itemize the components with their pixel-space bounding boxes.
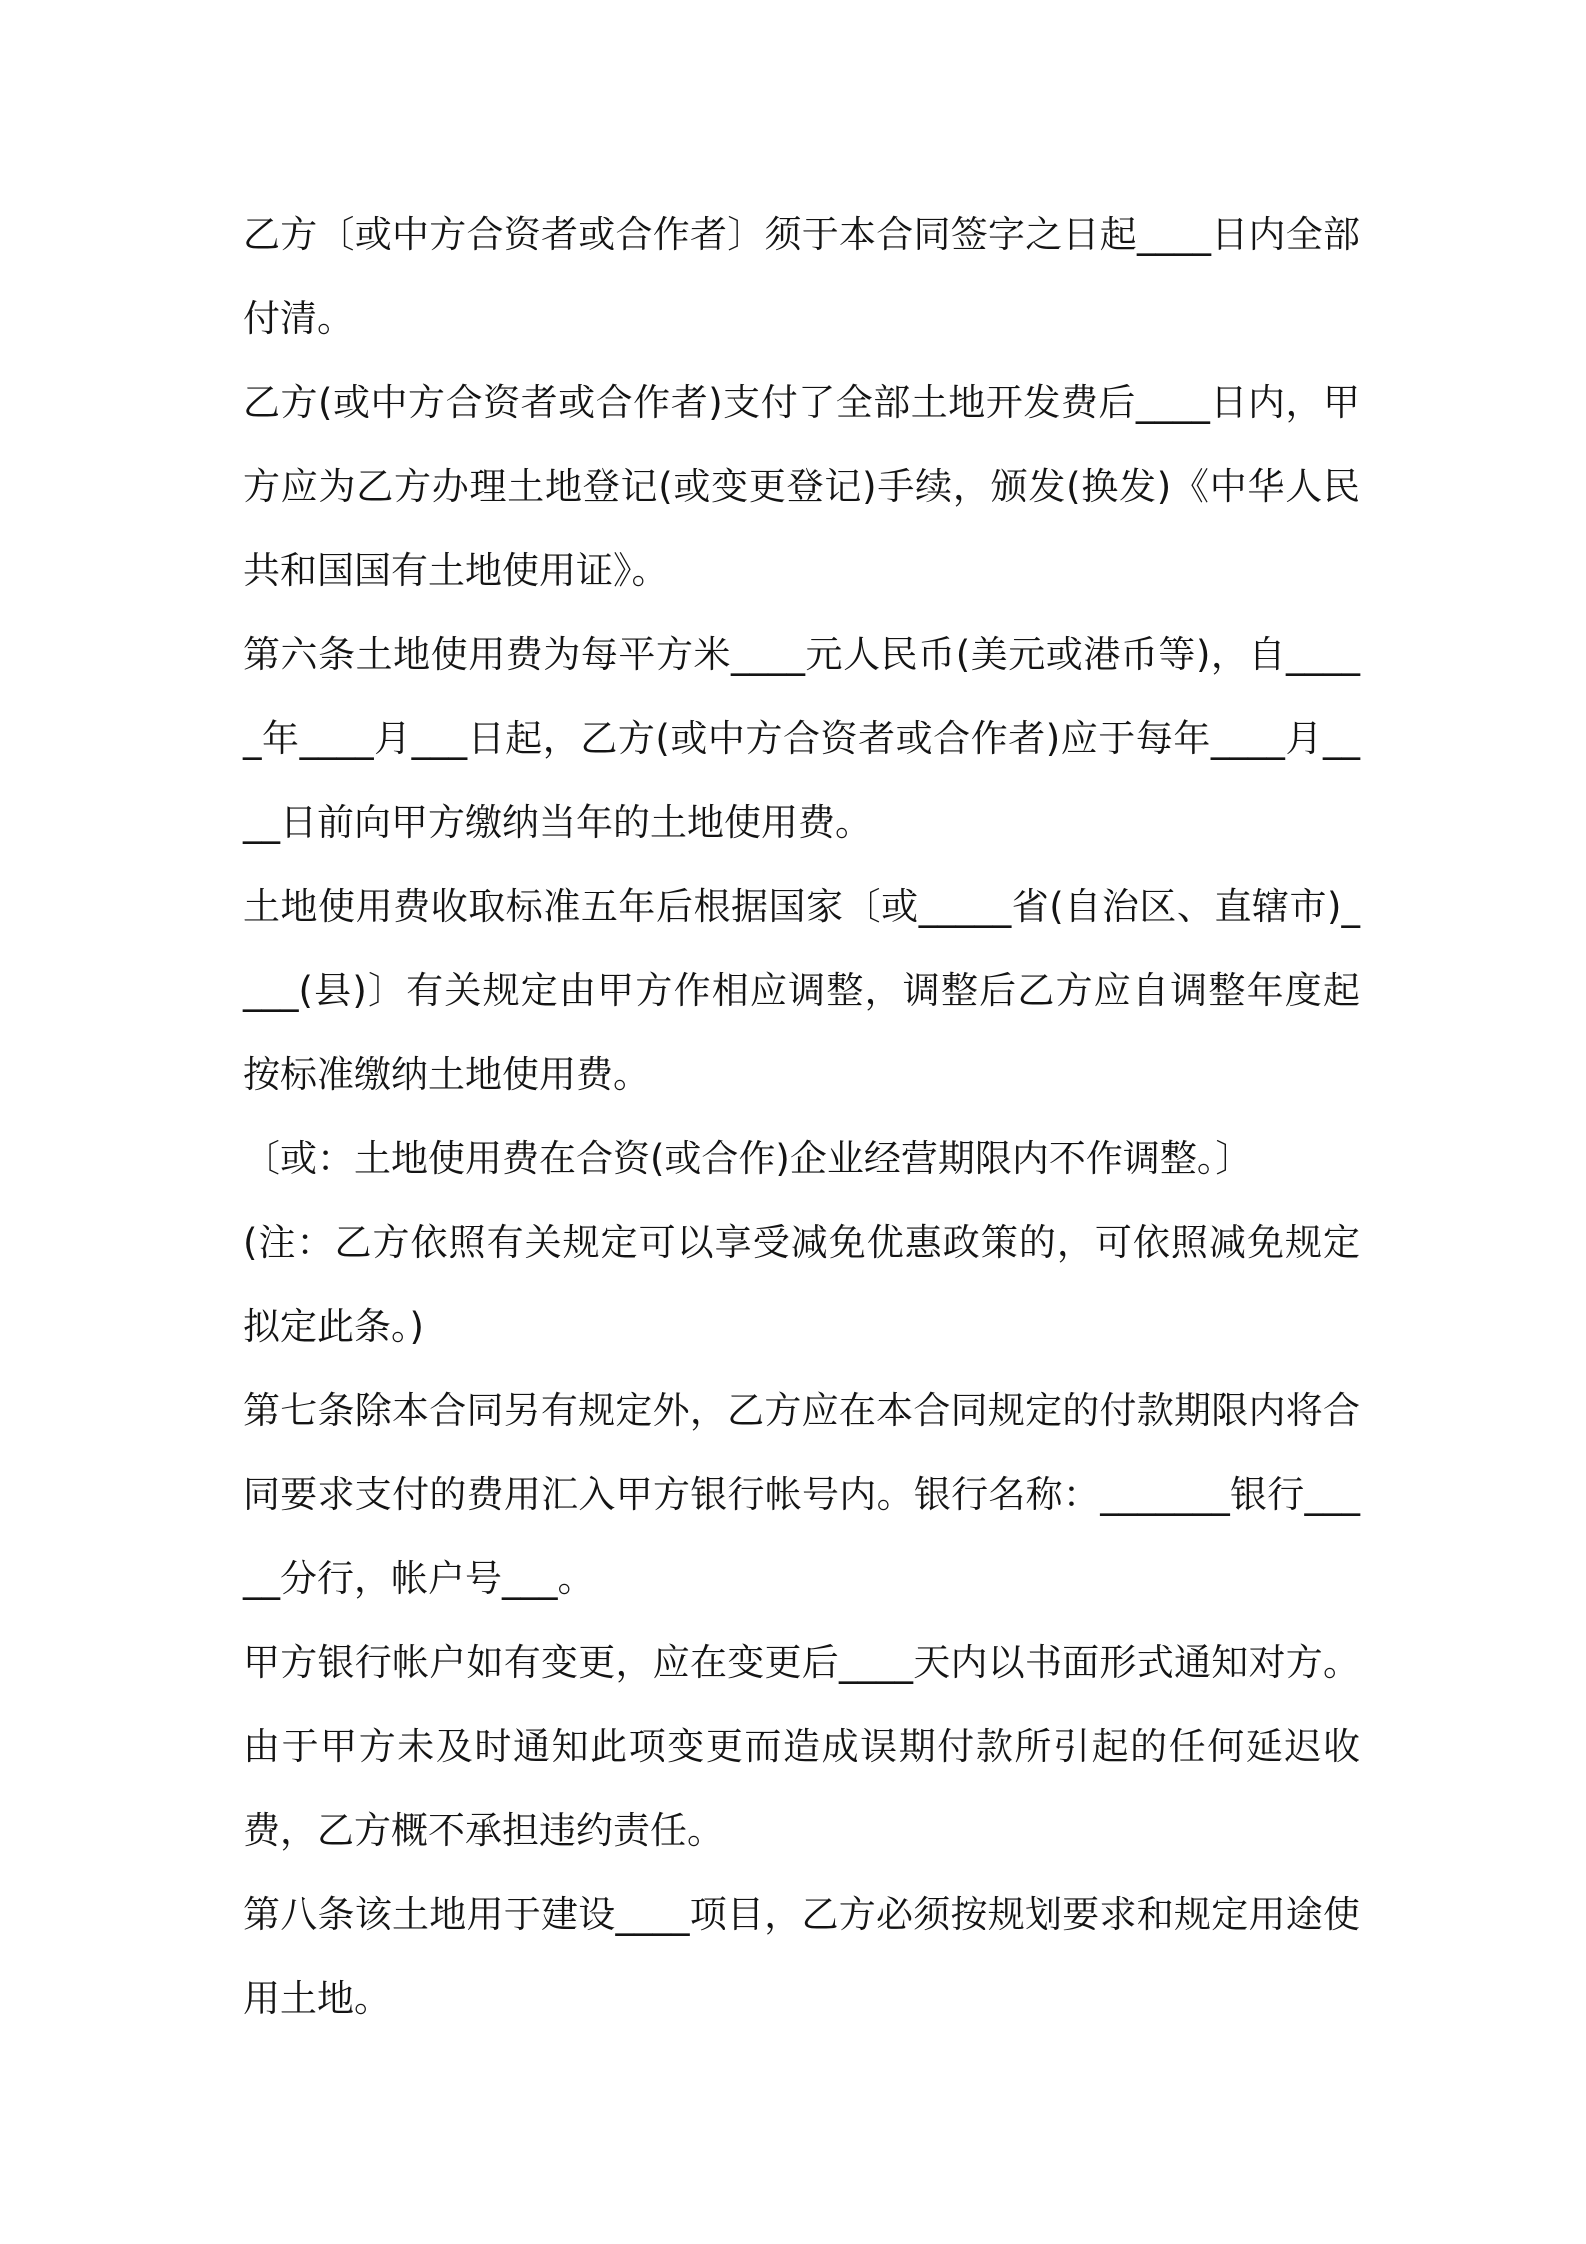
paragraph-article-8-land-purpose: 第八条该土地用于建设____项目，乙方必须按规划要求和规定用途使用土地。 xyxy=(243,1893,1360,2020)
paragraph-bank-change: 甲方银行帐户如有变更，应在变更后____天内以书面形式通知对方。由于甲方未及时通知此项变更而造成误期付款所引起的任何延迟收费，乙方概不承担违约责任。 xyxy=(243,1641,1360,1852)
paragraph-land-registration: 乙方(或中方合资者或合作者)支付了全部土地开发费后____日内，甲方应为乙方办理土地登记(或变更登记)手续，颁发(换发)《中华人民共和国国有土地使用证》。 xyxy=(243,381,1360,592)
paragraph-payment-deadline: 乙方〔或中方合资者或合作者〕须于本合同签字之日起____日内全部付清。 xyxy=(243,213,1360,340)
paragraph-article-7-bank-account: 第七条除本合同另有规定外，乙方应在本合同规定的付款期限内将合同要求支付的费用汇入甲方银行帐号内。银行名称：_______银行_____分行，帐户号___。 xyxy=(243,1389,1360,1600)
paragraph-fee-no-adjustment: 〔或：土地使用费在合资(或合作)企业经营期限内不作调整。〕 xyxy=(243,1137,1253,1180)
paragraph-note: (注：乙方依照有关规定可以享受减免优惠政策的，可依照减免规定拟定此条。) xyxy=(243,1221,1360,1348)
paragraph-article-6-land-use-fee: 第六条土地使用费为每平方米____元人民币(美元或港币等)，自_____年____月___日起，乙方(或中方合资者或合作者)应于每年____月____日前向甲方缴纳当年的土地使用费。 xyxy=(243,633,1360,844)
document-body xyxy=(243,193,1360,2041)
paragraph-fee-adjustment: 土地使用费收取标准五年后根据国家〔或_____省(自治区、直辖市)____(县)〕有关规定由甲方作相应调整，调整后乙方应自调整年度起按标准缴纳土地使用费。 xyxy=(243,885,1360,1096)
